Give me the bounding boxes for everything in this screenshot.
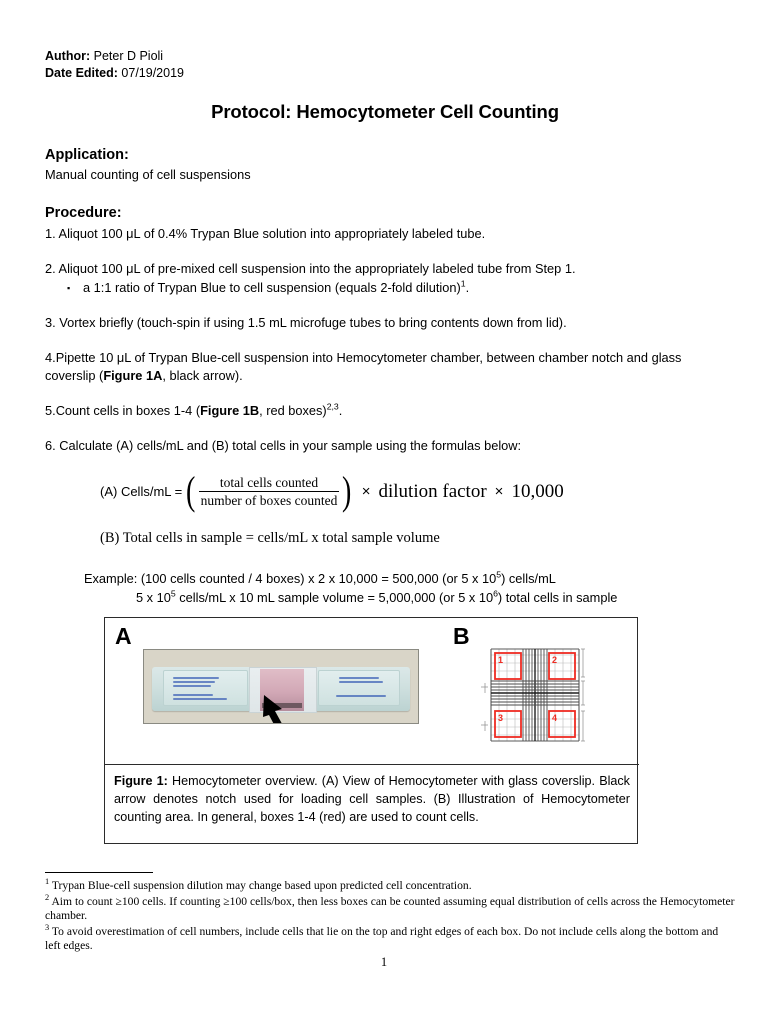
figure-caption-label: Figure 1: — [114, 774, 168, 788]
dilution-factor-term: dilution factor — [378, 480, 487, 502]
step-number: 3. — [45, 315, 56, 330]
step-text-part2: , black arrow). — [162, 368, 243, 383]
step-number: 6. — [45, 438, 56, 453]
square-bullet-icon: ▪ — [67, 283, 71, 293]
step-text: Aliquot 100 μL of 0.4% Trypan Blue solution into appropriately labeled tube. — [58, 226, 486, 241]
example-line-1-pre: Example: (100 cells counted / 4 boxes) x 2 x 10,000 = 500,000 (or 5 x 10 — [84, 571, 497, 586]
constant-term: 10,000 — [511, 480, 564, 502]
panel-b-label: B — [453, 623, 470, 649]
procedure-step-1 — [45, 225, 725, 243]
application-heading: Application: — [45, 147, 129, 163]
left-paren: ( — [186, 468, 196, 514]
procedure-step-2-bullet — [45, 279, 725, 297]
grid-svg — [479, 641, 597, 749]
step-text: Vortex briefly (touch-spin if using 1.5 mL microfuge tubes to bring contents down from lid). — [59, 315, 567, 330]
slide-right-platform — [318, 670, 400, 706]
step-text-part1: Pipette 10 μL of Trypan Blue-cell suspension into Hemocytometer chamber, between chamber notch and glass coverslip ( — [45, 350, 682, 383]
step-text: Calculate (A) cells/mL and (B) total cells in your sample using the formulas below: — [59, 438, 522, 453]
step-text-part1: Count cells in boxes 1-4 ( — [55, 403, 201, 418]
date-label: Date Edited: — [45, 65, 118, 80]
step-number: 4. — [45, 350, 56, 365]
bullet-text-main: a 1:1 ratio of Trypan Blue to cell suspension (equals 2-fold dilution) — [83, 280, 461, 295]
example-line-2 — [84, 588, 725, 607]
slide-text-line — [173, 698, 227, 700]
grid-box-number-2: 2 — [552, 655, 558, 665]
step-text-tail: . — [338, 403, 343, 418]
author-label: Author: — [45, 49, 91, 63]
footnote-3 — [45, 922, 735, 954]
figure-panels — [105, 618, 637, 764]
slide-text-line — [173, 677, 219, 679]
procedure-step-2 — [45, 260, 725, 278]
footnote-separator — [45, 872, 153, 873]
application-text: Manual counting of cell suspensions — [45, 167, 251, 182]
step-text-part2: , red boxes) — [259, 403, 327, 418]
date-value: 07/19/2019 — [121, 65, 184, 80]
footnote-marker: 1 — [45, 877, 50, 887]
fraction — [198, 475, 341, 508]
grid-outer-lines — [491, 649, 579, 741]
grid-box-number-3: 3 — [498, 713, 504, 723]
footnote-text: To avoid overestimation of cell numbers, include cells that lie on the top and right edges of each box. Do not include cells along the bottom and left edges. — [45, 924, 719, 952]
procedure-heading: Procedure: — [45, 205, 122, 221]
step-number: 2. — [45, 261, 56, 276]
grid-box-number-4: 4 — [552, 713, 558, 723]
footnote-marker: 2 — [45, 892, 50, 902]
date-line — [45, 65, 725, 82]
example-block — [45, 569, 725, 607]
example-line-1-post: ) cells/mL — [501, 571, 556, 586]
slide-text-line — [173, 685, 211, 687]
panel-a-label: A — [115, 623, 132, 649]
footnote-marker: 3 — [45, 922, 50, 932]
slide-text-line — [339, 681, 383, 683]
grid-box-number-1: 1 — [498, 655, 504, 665]
hemocytometer-grid-diagram — [479, 641, 597, 749]
example-line-2-pre: 5 x 10 — [136, 590, 171, 605]
formula-a-row — [100, 468, 725, 514]
step-number: 1. — [45, 226, 56, 241]
slide-text-line — [339, 677, 379, 679]
fraction-numerator: total cells counted — [219, 475, 319, 490]
figure-caption-text: Hemocytometer overview. (A) View of Hemocytometer with glass coverslip. Black arrow denotes notch used for loading cell samples. (B) Illustration of Hemocytometer counting area. In general, boxes 1-4 (red) are used to count cells. — [114, 774, 630, 824]
bullet-text-tail: . — [465, 280, 470, 295]
example-line-2-mid: cells/mL x 10 mL sample volume = 5,000,000 (or 5 x 10 — [175, 590, 494, 605]
footnote-text: Aim to count ≥100 cells. If counting ≥100 cells/box, then less boxes can be counted assuming equal distribution of cells across the Hemocytometer chamber. — [45, 894, 735, 922]
formula-b-line: (B) Total cells in sample = cells/mL x total sample volume — [100, 530, 440, 546]
procedure-step-4 — [45, 349, 725, 385]
step-number: 5. — [45, 403, 56, 418]
footnote-text: Trypan Blue-cell suspension dilution may change based upon predicted cell concentration. — [51, 879, 472, 892]
example-line-1 — [84, 569, 725, 588]
procedure-step-5 — [45, 402, 725, 420]
page-number: 1 — [380, 955, 388, 969]
example-line-1-exponent: 5 — [496, 569, 502, 580]
procedure-step-6 — [45, 437, 725, 455]
slide-left-platform — [163, 670, 248, 706]
figure-caption — [105, 764, 639, 834]
footnotes-section — [45, 872, 735, 955]
hemocytometer-photo — [143, 649, 419, 724]
example-line-2-exponent-2: 6 — [493, 588, 498, 599]
figure-1a-ref: Figure 1A — [103, 368, 163, 383]
slide-text-line — [173, 694, 213, 696]
figure-1 — [104, 617, 638, 844]
multiply-sign-2: × — [494, 483, 504, 500]
footnote-1 — [45, 879, 735, 894]
slide-text-line — [173, 681, 215, 683]
black-arrow-icon — [262, 693, 302, 724]
formula-a — [45, 468, 725, 547]
fraction-denominator: number of boxes counted — [200, 493, 338, 508]
figure-1b-ref: Figure 1B — [200, 403, 260, 418]
bullet-footnote-ref: 1 — [460, 278, 466, 289]
procedure-step-3 — [45, 314, 725, 332]
page-title: Protocol: Hemocytometer Cell Counting — [211, 101, 559, 122]
author-line — [45, 48, 725, 65]
document-content — [45, 48, 725, 607]
formula-a-label: (A) Cells/mL = — [100, 484, 183, 499]
step-text: Aliquot 100 μL of pre-mixed cell suspension into the appropriately labeled tube from Step 1. — [58, 261, 576, 276]
slide-text-line — [336, 695, 386, 697]
step-footnote-ref: 2,3 — [326, 401, 339, 412]
author-value: Peter D Pioli — [93, 49, 164, 63]
example-line-2-exponent-1: 5 — [170, 588, 176, 599]
bullet-text — [83, 279, 469, 297]
multiply-sign-1: × — [361, 483, 371, 500]
right-paren: ) — [342, 468, 352, 514]
footnote-2 — [45, 892, 735, 924]
example-line-2-post: ) total cells in sample — [497, 590, 618, 605]
